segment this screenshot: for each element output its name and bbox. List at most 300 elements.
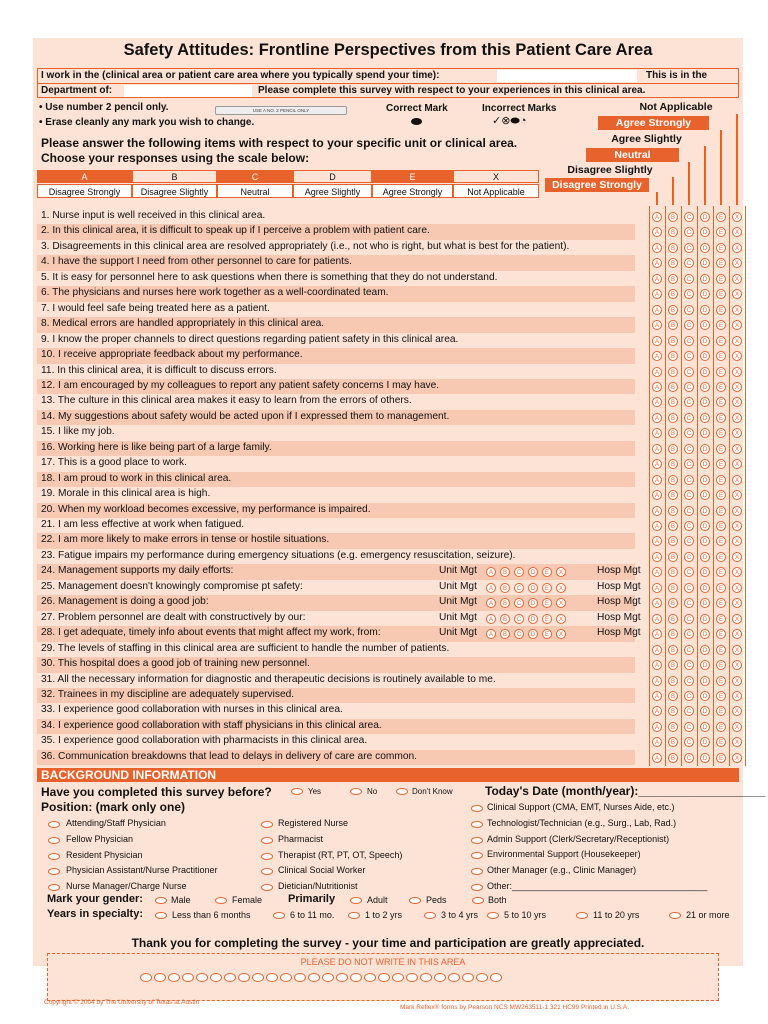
years-bubble[interactable]	[487, 912, 499, 919]
answer-bubble[interactable]: A	[652, 660, 662, 670]
answer-bubble[interactable]: E	[716, 336, 726, 346]
answer-bubble[interactable]: E	[716, 444, 726, 454]
completed-yes-bubble[interactable]	[291, 788, 303, 795]
answer-bubble[interactable]: B	[668, 258, 678, 268]
answer-bubble[interactable]: D	[700, 567, 710, 577]
unit-mgt-bubble[interactable]: C	[514, 583, 524, 593]
unit-mgt-bubble[interactable]: X	[556, 583, 566, 593]
answer-bubble[interactable]: A	[652, 521, 662, 531]
answer-bubble[interactable]: E	[716, 706, 726, 716]
answer-bubble[interactable]: C	[684, 598, 694, 608]
hosp-mgt-label: Hosp Mgt	[597, 580, 641, 592]
unit-mgt-bubble[interactable]: C	[514, 567, 524, 577]
answer-bubble[interactable]: C	[684, 645, 694, 655]
answer-bubble[interactable]: C	[684, 243, 694, 253]
answer-bubble[interactable]: A	[652, 289, 662, 299]
years-bubble[interactable]	[669, 912, 681, 919]
answer-bubble[interactable]: A	[652, 737, 662, 747]
answer-bubble[interactable]: B	[668, 645, 678, 655]
answer-bubble[interactable]: E	[716, 506, 726, 516]
answer-bubble[interactable]: D	[700, 428, 710, 438]
answer-bubble[interactable]: B	[668, 428, 678, 438]
answer-bubble[interactable]: X	[732, 706, 742, 716]
gender-female-bubble[interactable]	[215, 897, 227, 904]
answer-bubble[interactable]: C	[684, 351, 694, 361]
answer-bubble[interactable]: C	[684, 660, 694, 670]
unit-mgt-bubble[interactable]: X	[556, 567, 566, 577]
answer-bubble[interactable]: B	[668, 305, 678, 315]
answer-bubble[interactable]: C	[684, 382, 694, 392]
answer-bubble[interactable]: E	[716, 475, 726, 485]
unit-mgt-bubble[interactable]: B	[500, 583, 510, 593]
answer-bubble[interactable]: A	[652, 351, 662, 361]
answer-bubble[interactable]: B	[668, 614, 678, 624]
answer-bubble[interactable]: C	[684, 490, 694, 500]
answer-bubble[interactable]: B	[668, 536, 678, 546]
answer-bubble[interactable]: X	[732, 506, 742, 516]
answer-bubble[interactable]: A	[652, 753, 662, 763]
unit-mgt-bubble[interactable]: E	[542, 629, 552, 639]
answer-bubble[interactable]: X	[732, 305, 742, 315]
unit-mgt-bubble[interactable]: A	[486, 567, 496, 577]
answer-bubble[interactable]: B	[668, 459, 678, 469]
answer-bubble[interactable]: A	[652, 212, 662, 222]
answer-bubble[interactable]: A	[652, 490, 662, 500]
answer-bubble[interactable]: E	[716, 691, 726, 701]
position-option-label: Nurse Manager/Charge Nurse	[66, 881, 187, 892]
answer-bubble[interactable]: A	[652, 382, 662, 392]
completed-no-bubble[interactable]	[350, 788, 362, 795]
answer-bubble[interactable]: A	[652, 227, 662, 237]
answer-bubble[interactable]: A	[652, 676, 662, 686]
answer-bubble[interactable]: D	[700, 737, 710, 747]
answer-bubble[interactable]: C	[684, 676, 694, 686]
answer-bubble[interactable]: D	[700, 227, 710, 237]
answer-bubble[interactable]: B	[668, 706, 678, 716]
years-bubble[interactable]	[424, 912, 436, 919]
primarily-adult-bubble[interactable]	[350, 897, 362, 904]
answer-bubble[interactable]: X	[732, 722, 742, 732]
answer-bubble[interactable]: C	[684, 706, 694, 716]
answer-bubble[interactable]: A	[652, 614, 662, 624]
answer-bubble[interactable]: X	[732, 258, 742, 268]
answer-bubble[interactable]: C	[684, 552, 694, 562]
position-bubble[interactable]	[261, 821, 273, 828]
survey-item: 36. Communication breakdowns that lead to delays in delivery of care are common.	[41, 750, 417, 762]
answer-bubble[interactable]: D	[700, 243, 710, 253]
answer-bubble[interactable]: D	[700, 413, 710, 423]
answer-bubble[interactable]: D	[700, 382, 710, 392]
answer-bubble[interactable]: E	[716, 367, 726, 377]
answer-bubble[interactable]: X	[732, 289, 742, 299]
answer-bubble[interactable]: A	[652, 536, 662, 546]
gender-male-bubble[interactable]	[155, 897, 167, 904]
unit-mgt-bubble[interactable]: X	[556, 598, 566, 608]
answer-bubble[interactable]: D	[700, 521, 710, 531]
answer-bubble[interactable]: X	[732, 753, 742, 763]
answer-bubble[interactable]: E	[716, 243, 726, 253]
answer-bubble[interactable]: D	[700, 753, 710, 763]
answer-bubble[interactable]: B	[668, 367, 678, 377]
work-area-field[interactable]	[497, 70, 637, 82]
answer-bubble[interactable]: E	[716, 459, 726, 469]
unit-mgt-bubble[interactable]: C	[514, 598, 524, 608]
unit-mgt-bubble[interactable]: D	[528, 567, 538, 577]
answer-bubble[interactable]: D	[700, 289, 710, 299]
answer-bubble[interactable]: X	[732, 598, 742, 608]
answer-bubble[interactable]: E	[716, 382, 726, 392]
answer-bubble[interactable]: A	[652, 367, 662, 377]
answer-bubble[interactable]: E	[716, 274, 726, 284]
answer-bubble[interactable]: X	[732, 552, 742, 562]
answer-bubble[interactable]: C	[684, 413, 694, 423]
answer-bubble[interactable]: E	[716, 490, 726, 500]
answer-bubble[interactable]: B	[668, 521, 678, 531]
work-area-prompt: I work in the (clinical area or patient care area where you typically spend your time):	[41, 70, 440, 81]
erase-instruction: • Erase cleanly any mark you wish to change.	[39, 117, 255, 128]
unit-mgt-bubble[interactable]: D	[528, 629, 538, 639]
answer-bubble[interactable]: D	[700, 614, 710, 624]
answer-bubble[interactable]: D	[700, 490, 710, 500]
unit-mgt-bubble[interactable]: C	[514, 614, 524, 624]
answer-bubble[interactable]: D	[700, 506, 710, 516]
answer-bubble[interactable]: D	[700, 706, 710, 716]
answer-bubble[interactable]: D	[700, 552, 710, 562]
answer-bubble[interactable]: B	[668, 413, 678, 423]
answer-bubble[interactable]: X	[732, 336, 742, 346]
answer-bubble[interactable]: A	[652, 243, 662, 253]
answer-bubble[interactable]: D	[700, 258, 710, 268]
answer-bubble[interactable]: X	[732, 227, 742, 237]
answer-bubble[interactable]: E	[716, 629, 726, 639]
answer-bubble[interactable]: A	[652, 305, 662, 315]
position-bubble[interactable]	[471, 805, 483, 812]
answer-bubble[interactable]: B	[668, 722, 678, 732]
answer-bubble[interactable]: E	[716, 320, 726, 330]
answer-bubble[interactable]: B	[668, 660, 678, 670]
answer-bubble[interactable]: E	[716, 536, 726, 546]
answer-bubble[interactable]: E	[716, 227, 726, 237]
answer-bubble[interactable]: D	[700, 691, 710, 701]
answer-bubble[interactable]: A	[652, 645, 662, 655]
answer-bubble[interactable]: X	[732, 212, 742, 222]
answer-bubble[interactable]: A	[652, 413, 662, 423]
answer-bubble[interactable]: D	[700, 598, 710, 608]
answer-bubble[interactable]: X	[732, 351, 742, 361]
unit-mgt-bubble[interactable]: X	[556, 614, 566, 624]
answer-bubble[interactable]: C	[684, 506, 694, 516]
answer-bubble[interactable]: D	[700, 660, 710, 670]
answer-bubble[interactable]: X	[732, 567, 742, 577]
answer-bubble[interactable]: C	[684, 521, 694, 531]
scale-letter: E	[372, 170, 453, 183]
answer-bubble[interactable]: X	[732, 274, 742, 284]
answer-bubble[interactable]: A	[652, 506, 662, 516]
answer-bubble[interactable]: C	[684, 475, 694, 485]
answer-bubble[interactable]: X	[732, 660, 742, 670]
complete-note: Please complete this survey with respect to your experiences in this clinical area.	[258, 85, 646, 96]
unit-mgt-bubble[interactable]: B	[500, 598, 510, 608]
answer-bubble[interactable]: C	[684, 274, 694, 284]
answer-bubble[interactable]: A	[652, 552, 662, 562]
answer-bubble[interactable]: X	[732, 475, 742, 485]
unit-mgt-bubble[interactable]: A	[486, 583, 496, 593]
unit-mgt-bubble[interactable]: E	[542, 598, 552, 608]
answer-bubble[interactable]: B	[668, 676, 678, 686]
answer-bubble[interactable]: C	[684, 614, 694, 624]
department-field[interactable]	[124, 85, 252, 97]
answer-bubble[interactable]: E	[716, 212, 726, 222]
answer-bubble[interactable]: E	[716, 753, 726, 763]
answer-bubble[interactable]: E	[716, 660, 726, 670]
answer-bubble[interactable]: A	[652, 444, 662, 454]
answer-bubble[interactable]: D	[700, 397, 710, 407]
primarily-adult-label: Adult	[367, 895, 388, 905]
answer-bubble[interactable]: B	[668, 691, 678, 701]
primarily-both-bubble[interactable]	[472, 897, 484, 904]
unit-mgt-bubble[interactable]: E	[542, 614, 552, 624]
answer-bubble[interactable]: E	[716, 645, 726, 655]
answer-bubble[interactable]: A	[652, 320, 662, 330]
answer-bubble[interactable]: D	[700, 475, 710, 485]
answer-bubble[interactable]: B	[668, 274, 678, 284]
answer-bubble[interactable]: C	[684, 336, 694, 346]
answer-bubble[interactable]: C	[684, 444, 694, 454]
tag-neutral: Neutral	[586, 148, 679, 162]
unit-mgt-bubble[interactable]: D	[528, 614, 538, 624]
answer-bubble[interactable]: A	[652, 598, 662, 608]
answer-bubble[interactable]: A	[652, 567, 662, 577]
answer-bubble[interactable]: B	[668, 583, 678, 593]
answer-bubble[interactable]: E	[716, 521, 726, 531]
answer-bubble[interactable]: X	[732, 397, 742, 407]
unit-mgt-bubble[interactable]: B	[500, 567, 510, 577]
answer-bubble[interactable]: E	[716, 258, 726, 268]
answer-bubble[interactable]: C	[684, 397, 694, 407]
answer-bubble[interactable]: E	[716, 614, 726, 624]
answer-bubble[interactable]: E	[716, 737, 726, 747]
answer-bubble[interactable]: E	[716, 305, 726, 315]
years-option-label: 5 to 10 yrs	[504, 910, 547, 920]
answer-bubble[interactable]: A	[652, 629, 662, 639]
years-label: Years in specialty:	[47, 908, 143, 920]
answer-bubble[interactable]: B	[668, 475, 678, 485]
answer-bubble[interactable]: B	[668, 753, 678, 763]
answer-bubble[interactable]: X	[732, 629, 742, 639]
answer-grid-line	[729, 206, 730, 766]
answer-bubble[interactable]: B	[668, 351, 678, 361]
answer-bubble[interactable]: X	[732, 444, 742, 454]
unit-mgt-bubble[interactable]: A	[486, 614, 496, 624]
answer-bubble[interactable]: B	[668, 552, 678, 562]
position-bubble[interactable]	[471, 821, 483, 828]
unit-mgt-bubble[interactable]: D	[528, 583, 538, 593]
answer-bubble[interactable]: X	[732, 459, 742, 469]
tag-agree-strongly: Agree Strongly	[598, 116, 709, 130]
answer-bubble[interactable]: X	[732, 320, 742, 330]
tag-connector-line	[704, 146, 706, 205]
answer-bubble[interactable]: B	[668, 506, 678, 516]
answer-bubble[interactable]: E	[716, 583, 726, 593]
unit-mgt-bubble[interactable]: B	[500, 614, 510, 624]
office-use-bubble	[196, 973, 208, 982]
years-bubble[interactable]	[273, 912, 285, 919]
completed-dont-know-bubble[interactable]	[396, 788, 408, 795]
answer-bubble[interactable]: C	[684, 258, 694, 268]
answer-bubble[interactable]: C	[684, 289, 694, 299]
years-bubble[interactable]	[348, 912, 360, 919]
answer-bubble[interactable]: B	[668, 212, 678, 222]
answer-bubble[interactable]: C	[684, 536, 694, 546]
answer-bubble[interactable]: X	[732, 676, 742, 686]
answer-bubble[interactable]: A	[652, 428, 662, 438]
unit-mgt-label: Unit Mgt	[439, 565, 477, 577]
position-bubble[interactable]	[48, 837, 60, 844]
answer-bubble[interactable]: C	[684, 428, 694, 438]
unit-mgt-bubble[interactable]: A	[486, 598, 496, 608]
answer-bubble[interactable]: D	[700, 583, 710, 593]
answer-bubble[interactable]: C	[684, 320, 694, 330]
answer-bubble[interactable]: X	[732, 367, 742, 377]
survey-item: 12. I am encouraged by my colleagues to report any patient safety concerns I may have.	[41, 379, 440, 391]
answer-bubble[interactable]: B	[668, 382, 678, 392]
answer-bubble[interactable]: D	[700, 629, 710, 639]
answer-bubble[interactable]: B	[668, 444, 678, 454]
answer-bubble[interactable]: C	[684, 367, 694, 377]
answer-bubble[interactable]: A	[652, 706, 662, 716]
position-bubble[interactable]	[48, 821, 60, 828]
answer-bubble[interactable]: E	[716, 397, 726, 407]
answer-bubble[interactable]: X	[732, 382, 742, 392]
answer-bubble[interactable]: X	[732, 536, 742, 546]
position-bubble[interactable]	[261, 853, 273, 860]
answer-bubble[interactable]: D	[700, 320, 710, 330]
unit-mgt-bubble[interactable]: C	[514, 629, 524, 639]
answer-bubble[interactable]: X	[732, 243, 742, 253]
unit-mgt-bubble[interactable]: X	[556, 629, 566, 639]
answer-bubble[interactable]: E	[716, 351, 726, 361]
primarily-peds-bubble[interactable]	[409, 897, 421, 904]
position-bubble[interactable]	[261, 837, 273, 844]
answer-bubble[interactable]: C	[684, 737, 694, 747]
answer-bubble[interactable]: D	[700, 336, 710, 346]
answer-grid-line	[713, 206, 714, 766]
answer-bubble[interactable]: B	[668, 243, 678, 253]
gender-male-label: Male	[171, 895, 191, 905]
answer-bubble[interactable]: E	[716, 552, 726, 562]
answer-bubble[interactable]: A	[652, 475, 662, 485]
answer-bubble[interactable]: D	[700, 212, 710, 222]
todays-date-label[interactable]: Today's Date (month/year):___________________	[485, 784, 766, 798]
answer-bubble[interactable]: B	[668, 397, 678, 407]
answer-bubble[interactable]: A	[652, 397, 662, 407]
position-bubble[interactable]	[48, 853, 60, 860]
answer-bubble[interactable]: B	[668, 490, 678, 500]
answer-bubble[interactable]: D	[700, 536, 710, 546]
answer-bubble[interactable]: D	[700, 305, 710, 315]
answer-bubble[interactable]: A	[652, 722, 662, 732]
answer-bubble[interactable]: A	[652, 336, 662, 346]
answer-bubble[interactable]: A	[652, 459, 662, 469]
answer-bubble[interactable]: B	[668, 629, 678, 639]
office-use-bubble	[336, 973, 348, 982]
answer-bubble[interactable]: E	[716, 722, 726, 732]
answer-bubble[interactable]: E	[716, 676, 726, 686]
answer-bubble[interactable]: D	[700, 459, 710, 469]
answer-bubble[interactable]: C	[684, 691, 694, 701]
answer-bubble[interactable]: C	[684, 567, 694, 577]
answer-bubble[interactable]: D	[700, 444, 710, 454]
answer-bubble[interactable]: X	[732, 737, 742, 747]
answer-bubble[interactable]: A	[652, 258, 662, 268]
survey-item: 20. When my workload becomes excessive, my performance is impaired.	[41, 503, 371, 515]
answer-bubble[interactable]: D	[700, 722, 710, 732]
answer-bubble[interactable]: X	[732, 521, 742, 531]
answer-bubble[interactable]: A	[652, 274, 662, 284]
answer-bubble[interactable]: C	[684, 305, 694, 315]
answer-bubble[interactable]: X	[732, 490, 742, 500]
answer-bubble[interactable]: D	[700, 645, 710, 655]
answer-bubble[interactable]: C	[684, 459, 694, 469]
answer-bubble[interactable]: B	[668, 320, 678, 330]
answer-bubble[interactable]: E	[716, 413, 726, 423]
answer-bubble[interactable]: B	[668, 227, 678, 237]
answer-bubble[interactable]: X	[732, 691, 742, 701]
years-bubble[interactable]	[155, 912, 167, 919]
survey-item: 7. I would feel safe being treated here as a patient.	[41, 302, 270, 314]
answer-bubble[interactable]: C	[684, 212, 694, 222]
answer-bubble[interactable]: B	[668, 737, 678, 747]
scale-label: Not Applicable	[453, 184, 539, 198]
unit-mgt-bubble[interactable]: B	[500, 629, 510, 639]
answer-bubble[interactable]: C	[684, 722, 694, 732]
answer-bubble[interactable]: B	[668, 567, 678, 577]
unit-mgt-bubble[interactable]: A	[486, 629, 496, 639]
answer-bubble[interactable]: E	[716, 598, 726, 608]
office-use-bubble	[350, 973, 362, 982]
answer-bubble[interactable]: X	[732, 645, 742, 655]
unit-mgt-bubble[interactable]: D	[528, 598, 538, 608]
answer-bubble[interactable]: D	[700, 274, 710, 284]
position-option-label: Clinical Social Worker	[278, 865, 366, 876]
unit-mgt-bubble[interactable]: E	[542, 567, 552, 577]
answer-bubble[interactable]: B	[668, 289, 678, 299]
position-bubble[interactable]	[471, 884, 483, 891]
answer-bubble[interactable]: C	[684, 629, 694, 639]
survey-item: 10. I receive appropriate feedback about my performance.	[41, 349, 303, 361]
answer-bubble[interactable]: A	[652, 583, 662, 593]
answer-bubble[interactable]: E	[716, 289, 726, 299]
answer-bubble[interactable]: C	[684, 753, 694, 763]
answer-bubble[interactable]: E	[716, 428, 726, 438]
answer-bubble[interactable]: D	[700, 351, 710, 361]
answer-bubble[interactable]: X	[732, 583, 742, 593]
answer-bubble[interactable]: E	[716, 567, 726, 577]
position-bubble[interactable]	[471, 837, 483, 844]
answer-bubble[interactable]: D	[700, 676, 710, 686]
answer-bubble[interactable]: B	[668, 336, 678, 346]
answer-bubble[interactable]: X	[732, 614, 742, 624]
answer-bubble[interactable]: B	[668, 598, 678, 608]
answer-bubble[interactable]: C	[684, 583, 694, 593]
answer-bubble[interactable]: A	[652, 691, 662, 701]
unit-mgt-bubble[interactable]: E	[542, 583, 552, 593]
answer-bubble[interactable]: D	[700, 367, 710, 377]
answer-bubble[interactable]: X	[732, 428, 742, 438]
years-bubble[interactable]	[576, 912, 588, 919]
answer-bubble[interactable]: C	[684, 227, 694, 237]
answer-bubble[interactable]: X	[732, 413, 742, 423]
